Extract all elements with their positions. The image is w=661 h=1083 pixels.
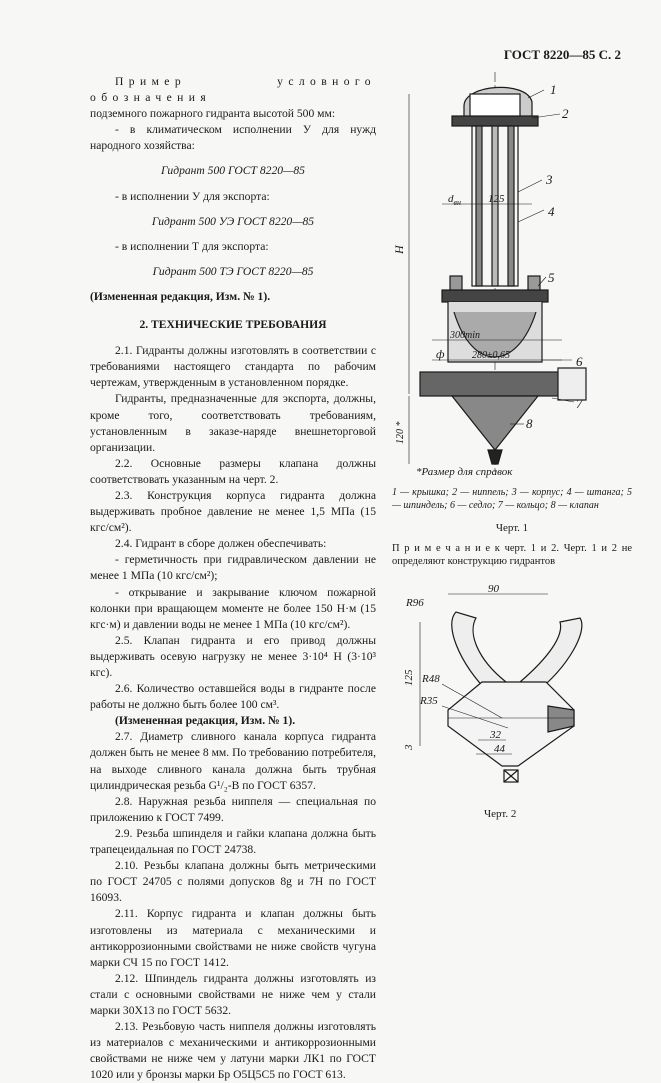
- climate-u: - в климатическом исполнении У для нужд народного хозяйства:: [90, 123, 376, 153]
- fig2-caption: Черт. 2: [484, 808, 517, 820]
- para-2-4b: - открывание и закрывание ключом пожарной колонки при вращающем моменте не более 150 Н·м (15 кгс·м) и давлении воды не менее 1 МПа (10 кгс/см²).: [90, 585, 376, 631]
- para-2-1: 2.1. Гидранты должны изготовлять в соответствии с требованиями настоящего стандарта по рабочим чертежам, утвержденным в установленном порядке.: [90, 344, 376, 390]
- dim-r35: R35: [420, 695, 438, 707]
- changed-note-2: (Измененная редакция, Изм. № 1).: [115, 714, 296, 728]
- changed-note-1: (Измененная редакция, Изм. № 1).: [90, 289, 271, 303]
- para-2-4: 2.4. Гидрант в сборе должен обеспечивать:: [115, 537, 327, 551]
- valve-drawing: [398, 582, 598, 792]
- dim-dvn: $d_{вн}$: [448, 193, 461, 207]
- fig1-caption: Черт. 1: [495, 522, 529, 534]
- fig1-note: П р и м е ч а н и е к черт. 1 и 2. Черт. 1 и 2 не определяют конструкцию гидрантов: [392, 543, 632, 567]
- label-4: 4: [548, 204, 555, 219]
- gidrant-ue: Гидрант 500 УЭ ГОСТ 8220—85: [151, 214, 315, 228]
- fig1-text: [392, 466, 632, 568]
- fig1-legend: 1 — крышка; 2 — ниппель; 3 — корпус; 4 — штанга; 5 — шпиндель; 6 — седло; 7 — кольцо; 8 — клапан: [392, 487, 632, 511]
- dim-r96: R96: [406, 597, 424, 609]
- para-2-11: 2.11. Корпус гидранта и клапан должны быть изготовлены из материала с механическими и антикоррозионными свойствами не ниже свойств чугуна марки СЧ 15 по ГОСТ 1412.: [90, 907, 376, 969]
- gidrant-u: Гидрант 500 ГОСТ 8220—85: [161, 164, 305, 178]
- hydrant-drawing: [392, 72, 632, 472]
- dim-300: 300min: [450, 330, 480, 341]
- para-2-13: 2.13. Резьбовую часть ниппеля должны изготовлять из материалов с механическими и антикоррозионными свойствами не ниже чем у латуни марки ЛК1 по ГОСТ 1020 или у бронзы марки Бр О5Ц5С5 по ГОСТ 613.: [90, 1020, 376, 1082]
- label-1: 1: [550, 82, 557, 97]
- export-t: - в исполнении Т для экспорта:: [115, 239, 269, 253]
- label-3: 3: [546, 172, 553, 187]
- para-2-5: 2.5. Клапан гидранта и его привод должны выдерживать осевую нагрузку не менее 3·10⁴ Н (3·10³ кгс).: [90, 633, 376, 679]
- fig1-footnote: *Размер для справок: [416, 466, 513, 478]
- para-2-1b: Гидранты, предназначенные для экспорта, должны, кроме того, соответствовать требованиям, установленным в заказе-наряде внешнеторговой организации.: [90, 392, 376, 454]
- section-title: 2. ТЕХНИЧЕСКИЕ ТРЕБОВАНИЯ: [139, 318, 327, 332]
- dim-280: 280±0,65: [472, 350, 510, 361]
- para-2-9: 2.9. Резьба шпинделя и гайки клапана должна быть трапецеидальная по ГОСТ 24738.: [90, 826, 376, 857]
- example-intro: подземного пожарного гидранта высотой 500 мм:: [90, 107, 336, 121]
- label-8: 8: [526, 416, 533, 431]
- para-2-10: 2.10. Резьбы клапана должны быть метрическими по ГОСТ 24705 с полями допусков 8g и 7H по ГОСТ 16093.: [90, 859, 376, 905]
- export-u: - в исполнении У для экспорта:: [115, 189, 270, 203]
- label-6: 6: [576, 354, 583, 369]
- label-2: 2: [562, 106, 569, 121]
- main-text: [90, 74, 376, 1083]
- para-2-8: 2.8. Наружная резьба ниппеля — специальная по приложению к ГОСТ 7499.: [90, 794, 376, 824]
- dim-44: 44: [494, 743, 505, 755]
- dim-phi: ф: [436, 347, 445, 361]
- para-2-12: 2.12. Шпиндель гидранта должны изготовлять из стали с основными свойствами не ниже чем у стали марки 30Х13 по ГОСТ 5632.: [90, 971, 376, 1017]
- para-2-6: 2.6. Количество оставшейся воды в гидранте после работы не должно быть более 100 см³.: [90, 682, 376, 712]
- dim-3: 3: [403, 744, 415, 750]
- dim-r48: R48: [422, 673, 440, 685]
- para-2-4a: - герметичность при гидравлическом давлении не менее 1 МПа (10 кгс/см²);: [90, 553, 376, 583]
- dim-h: H: [392, 245, 406, 254]
- page-header: ГОСТ 8220—85 С. 2: [503, 47, 621, 62]
- para-2-2: 2.2. Основные размеры клапана должны соответствовать указанным на черт. 2.: [90, 456, 376, 486]
- dim-125-v: 125: [403, 669, 415, 686]
- para-2-3: 2.3. Конструкция корпуса гидранта должна выдерживать пробное давление не менее 1,5 МПа (15 кгс/см²).: [90, 488, 376, 535]
- example-title: Пример условного обозначения: [90, 75, 376, 105]
- dim-125: 125: [488, 193, 505, 205]
- dim-120: 120 *: [395, 421, 406, 444]
- label-7: 7: [576, 396, 583, 411]
- dim-32: 32: [490, 729, 501, 741]
- para-2-7: 2.7. Диаметр сливного канала корпуса гидранта должен быть не менее 8 мм. По требованию потребителя, на выходе сливного канала должна быть трубная цилиндрическая резьба G¹/₂-В по ГОСТ 6357.: [90, 730, 376, 792]
- dim-90: 90: [488, 583, 499, 595]
- label-5: 5: [548, 270, 555, 285]
- gidrant-te: Гидрант 500 ТЭ ГОСТ 8220—85: [152, 264, 314, 278]
